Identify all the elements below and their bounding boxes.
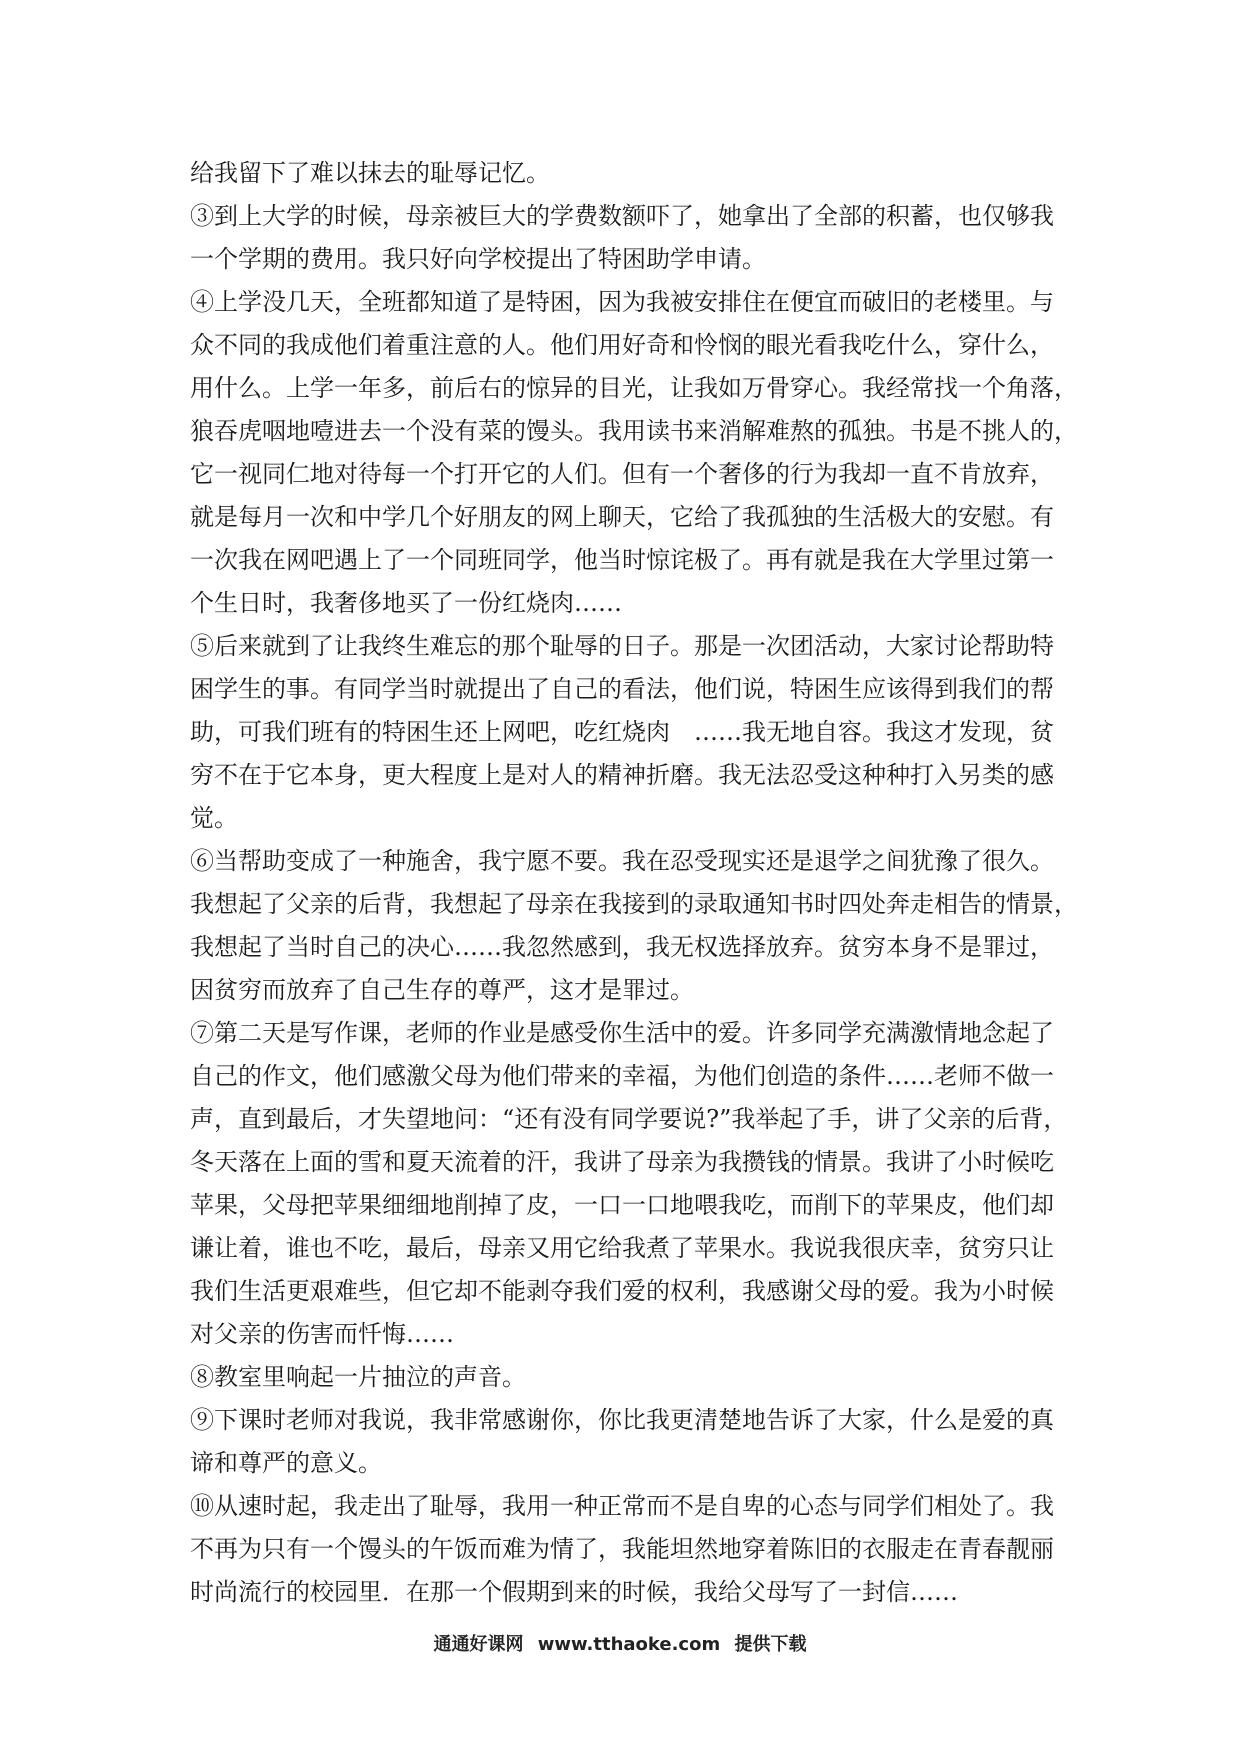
text-line: 声，直到最后，才失望地问：“还有没有同学要说?”我举起了手，讲了父亲的后背，	[190, 1105, 1068, 1133]
text-line: 我们生活更艰难些，但它却不能剥夺我们爱的权利，我感谢父母的爱。我为小时候	[190, 1277, 1054, 1305]
text-line: ⑩从速时起，我走出了耻辱，我用一种正常而不是自卑的心态与同学们相处了。我	[190, 1492, 1054, 1520]
text-line: 就是每月一次和中学几个好朋友的网上聊天，它给了我孤独的生活极大的安慰。有	[190, 503, 1054, 531]
footer-url: www.tthaoke.com	[537, 1634, 721, 1655]
text-line: 对父亲的伤害而忏悔……	[190, 1320, 454, 1348]
text-line: 众不同的我成他们着重注意的人。他们用好奇和怜悯的眼光看我吃什么，穿什么，	[190, 331, 1054, 359]
text-line: ⑦第二天是写作课，老师的作业是感受你生活中的爱。许多同学充满激情地念起了	[190, 1019, 1054, 1047]
text-line: ⑧教室里响起一片抽泣的声音。	[190, 1363, 526, 1391]
text-line: 一个学期的费用。我只好向学校提出了特困助学申请。	[190, 245, 766, 273]
text-line: 觉。	[190, 804, 238, 832]
text-line: 给我留下了难以抹去的耻辱记忆。	[190, 159, 550, 187]
footer-suffix: 提供下载	[734, 1634, 807, 1655]
text-line: 困学生的事。有同学当时就提出了自己的看法，他们说，特困生应该得到我们的帮	[190, 675, 1054, 703]
text-line: 时尚流行的校园里．在那一个假期到来的时候，我给父母写了一封信……	[190, 1578, 958, 1606]
text-line: 用什么。上学一年多，前后右的惊异的目光，让我如万骨穿心。我经常找一个角落，	[190, 374, 1078, 402]
text-line: ⑨下课时老师对我说，我非常感谢你，你比我更清楚地告诉了大家，什么是爱的真	[190, 1406, 1054, 1434]
text-line: 穷不在于它本身，更大程度上是对人的精神折磨。我无法忍受这种种打入另类的感	[190, 761, 1054, 789]
text-line: 冬天落在上面的雪和夏天流着的汗，我讲了母亲为我攒钱的情景。我讲了小时候吃	[190, 1148, 1054, 1176]
text-line: ④上学没几天，全班都知道了是特困，因为我被安排住在便宜而破旧的老楼里。与	[190, 288, 1054, 316]
text-line: ⑤后来就到了让我终生难忘的那个耻辱的日子。那是一次团活动，大家讨论帮助特	[190, 632, 1054, 660]
text-line: 谛和尊严的意义。	[190, 1449, 382, 1477]
text-line: 自己的作文，他们感激父母为他们带来的幸福，为他们创造的条件……老师不做一	[190, 1062, 1054, 1090]
text-line: 助，可我们班有的特困生还上网吧，吃红烧肉 ……我无地自容。我这才发现，贫	[190, 718, 1054, 746]
footer-site-name: 通通好课网	[433, 1634, 524, 1655]
text-line: 个生日时，我奢侈地买了一份红烧肉……	[190, 589, 622, 617]
text-line: 它一视同仁地对待每一个打开它的人们。但有一个奢侈的行为我却一直不肯放弃，	[190, 460, 1054, 488]
text-line: 一次我在网吧遇上了一个同班同学，他当时惊诧极了。再有就是我在大学里过第一	[190, 546, 1054, 574]
document-body	[190, 152, 1078, 1614]
text-line: 不再为只有一个馒头的午饭而难为情了，我能坦然地穿着陈旧的衣服走在青春靓丽	[190, 1535, 1054, 1563]
text-line: 我想起了父亲的后背，我想起了母亲在我接到的录取通知书时四处奔走相告的情景，	[190, 890, 1078, 918]
text-line: 谦让着，谁也不吃，最后，母亲又用它给我煮了苹果水。我说我很庆幸，贫穷只让	[190, 1234, 1054, 1262]
page-footer	[0, 1630, 1240, 1656]
text-line: ③到上大学的时候，母亲被巨大的学费数额吓了，她拿出了全部的积蓄，也仅够我	[190, 202, 1054, 230]
text-line: 狼吞虎咽地噎进去一个没有菜的馒头。我用读书来消解难熬的孤独。书是不挑人的，	[190, 417, 1078, 445]
text-line: ⑥当帮助变成了一种施舍，我宁愿不要。我在忍受现实还是退学之间犹豫了很久。	[190, 847, 1054, 875]
text-line: 因贫穷而放弃了自己生存的尊严，这才是罪过。	[190, 976, 694, 1004]
text-line: 苹果，父母把苹果细细地削掉了皮，一口一口地喂我吃，而削下的苹果皮，他们却	[190, 1191, 1054, 1219]
text-line: 我想起了当时自己的决心……我忽然感到，我无权选择放弃。贫穷本身不是罪过，	[190, 933, 1054, 961]
